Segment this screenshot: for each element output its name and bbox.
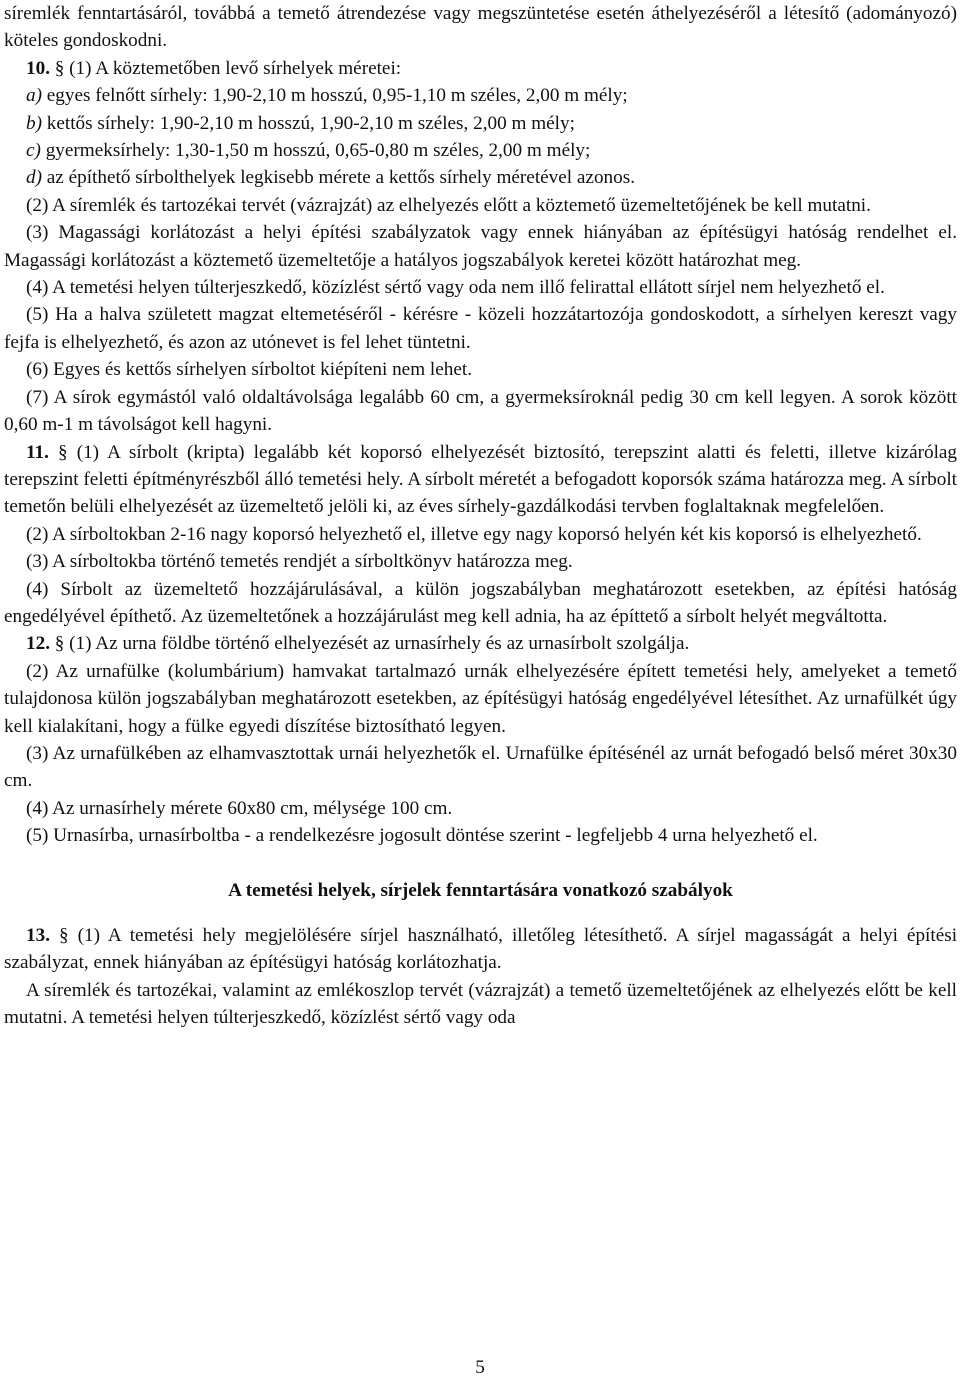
section-12-paragraph-3: (3) Az urnafülkében az elhamvasztottak urnái helyezhetők el. Urnafülke építésénél az urnát befogadó belső méret 30x30 cm.: [4, 742, 957, 792]
section-10-paragraph-7: (7) A sírok egymástól való oldaltávolsága legalább 60 cm, a gyermeksíroknál pedig 30 cm kell legyen. A sorok között 0,60 m-1 m távolságot kell hagyni.: [4, 386, 957, 436]
section-11-number: 11.: [26, 441, 49, 463]
section-10-number: 10.: [26, 57, 50, 79]
section-12-paragraph-4: (4) Az urnasírhely mérete 60x80 cm, mélysége 100 cm.: [26, 797, 453, 819]
section-13-p1-text: (1) A temetési hely megjelölésére sírjel használható, illetőleg létesíthető. A sírjel magasságát a helyi építési szabályzat, ennek hiányában az építésügyi hatóság korlátozhatja.: [4, 925, 958, 974]
section-11-symbol: §: [58, 441, 68, 463]
section-heading: A temetési helyek, sírjelek fenntartására vonatkozó szabályok: [228, 879, 733, 901]
document-page: [4, 0, 957, 1032]
section-13-paragraph-1: [4, 922, 957, 977]
section-12-paragraph-1: [4, 630, 957, 657]
list-item-text: egyes felnőtt sírhely: 1,90-2,10 m hosszú, 0,95-1,10 m széles, 2,00 m mély;: [46, 85, 628, 107]
section-12-p1-text: (1) Az urna földbe történő elhelyezését az urnasírhely és az urnasírbolt szolgálja.: [69, 633, 690, 655]
section-12-symbol: §: [54, 633, 65, 655]
intro-paragraph: síremlék fenntartásáról, továbbá a temető átrendezése vagy megszüntetése esetén áthelyezéséről a létesítő (adományozó) köteles gondoskodni.: [4, 3, 957, 52]
section-13-number: 13.: [26, 925, 50, 946]
section-10-paragraph-5: (5) Ha a halva született magzat eltemetéséről - kérésre - közeli hozzátartozója gondoskodott, a sírhelyen kereszt vagy fejfa is elhelyezhető, és azon az utónevet is fel lehet tüntetni.: [4, 304, 957, 353]
section-10-paragraph-6: (6) Egyes és kettős sírhelyen sírboltot kiépíteni nem lehet.: [26, 359, 473, 381]
section-10-p1-text: (1) A köztemetőben levő sírhelyek méretei:: [69, 57, 402, 79]
section-11-p1-text: (1) A sírbolt (kripta) legalább két koporsó elhelyezését biztosító, terepszint alatti és feletti, illetve kizárólag terepszint feletti építményrészből álló temetési hely. A sírbolt méretét a befogadott koporsók száma határozza meg. A sírbolt temetőn belüli elhelyezését az üzemeltető jelöli ki, az éves sírhely-gazdálkodási tervben foglaltaknak megfelelően.: [4, 441, 958, 518]
list-item-text: kettős sírhely: 1,90-2,10 m hosszú, 1,90-2,10 m széles, 2,00 m mély;: [46, 112, 575, 134]
section-11-paragraph-3: (3) A sírboltokba történő temetés rendjét a sírboltkönyv határozza meg.: [26, 551, 573, 573]
section-11-paragraph-4: (4) Sírbolt az üzemeltető hozzájárulásával, a külön jogszabályban meghatározott esetekben, az építési hatóság engedélyével építhető. Az üzemeltetőnek a hozzájárulást meg kell adnia, ha az építtető a sírbolt helyét megváltotta.: [4, 578, 957, 627]
section-12-number: 12.: [26, 633, 50, 655]
section-10-size-list: [4, 82, 957, 192]
list-item-letter: c): [26, 140, 41, 162]
section-12-paragraph-2: (2) Az urnafülke (kolumbárium) hamvakat tartalmazó urnák elhelyezésére épített temetési hely, amelyeket a temető tulajdonosa külön jogszabályban meghatározott esetekben, az építésügyi hatóság engedélyével létesíthet. Az urnafülkét úgy kell kialakítani, hogy a fülke egyedi díszítése biztosítható legyen.: [4, 660, 957, 737]
section-12-paragraph-5: (5) Urnasírba, urnasírboltba - a rendelkezésre jogosult döntése szerint - legfeljebb 4 urna helyezhető el.: [26, 825, 818, 847]
list-item-letter: d): [26, 167, 42, 189]
list-item: [26, 110, 957, 137]
list-item-text: gyermeksírhely: 1,30-1,50 m hosszú, 0,65-0,80 m széles, 2,00 m mély;: [45, 140, 591, 162]
section-10-paragraph-1: [4, 55, 957, 82]
section-13-paragraph-2: A síremlék és tartozékai, valamint az emlékoszlop tervét (vázrajzát) a temető üzemeltetőjének az elhelyezés előtt be kell mutatni. A temetési helyen túlterjeszkedő, közízlést sértő vagy oda: [4, 979, 957, 1029]
list-item: [26, 137, 957, 164]
section-11-paragraph-2: (2) A sírboltokban 2-16 nagy koporsó helyezhető el, illetve egy nagy koporsó helyén két kis koporsó is elhelyezhető.: [26, 523, 922, 545]
section-10-symbol: §: [54, 57, 65, 79]
section-10-paragraph-3: (3) Magassági korlátozást a helyi építési szabályzatok vagy ennek hiányában az építésügyi hatóság rendelhet el. Magassági korlátozást a köztemető üzemeltetője a hatályos jogszabályok keretei között határozhat meg.: [4, 222, 957, 271]
page-number: 5: [475, 1357, 485, 1378]
list-item: [26, 82, 957, 109]
section-10-paragraph-2: (2) A síremlék és tartozékai tervét (vázrajzát) az elhelyezés előtt a köztemető üzemeltetőjének be kell mutatni.: [26, 194, 871, 216]
list-item-text: az építhető sírbolthelyek legkisebb mérete a kettős sírhely méretével azonos.: [46, 167, 635, 189]
list-item-letter: b): [26, 112, 42, 134]
section-10-paragraph-4: (4) A temetési helyen túlterjeszkedő, közízlést sértő vagy oda nem illő felirattal ellátott sírjel nem helyezhető el.: [26, 277, 885, 299]
section-13-symbol: §: [59, 925, 69, 946]
list-item: [26, 164, 957, 191]
section-11-paragraph-1: [4, 439, 957, 521]
list-item-letter: a): [26, 85, 42, 107]
